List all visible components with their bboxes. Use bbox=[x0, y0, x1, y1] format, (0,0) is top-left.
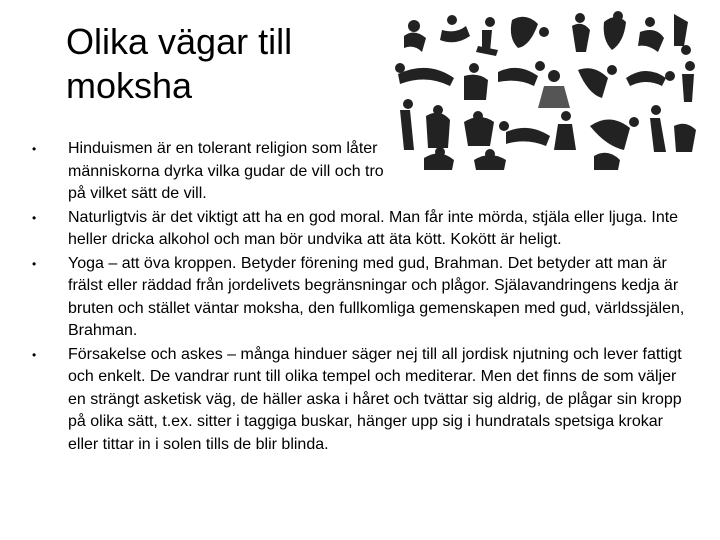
bullet-text: Hinduismen är en tolerant religion som låter människorna dyrka vilka gudar de vill och tro på vilket sätt de vill. bbox=[68, 140, 384, 202]
bullet-dot: • bbox=[32, 347, 37, 362]
list-item bbox=[32, 253, 688, 343]
bullet-dot: • bbox=[32, 142, 37, 156]
bullet-text: Försakelse och askes – många hinduer säger nej till all jordisk njutning och lever fattigt och enkelt. De vandrar runt till olika tempel och mediterar. Men det finns de som väljer en strängt asketisk väg, de häller aska i håret och tvättar sig aldrig, de plågar sin kropp på olika sätt, t.ex. sitter i taggiga buskar, hänger upp sig i hundratals spetsiga krokar eller tittar in i solen tills de blir blinda. bbox=[68, 345, 682, 453]
bullet-text: Naturligtvis är det viktigt att ha en god moral. Man får inte mörda, stjäla eller ljuga. Inte heller dricka alkohol och man bör undvika att äta kött. Kokött är heligt. bbox=[68, 208, 679, 248]
bullet-list bbox=[32, 138, 688, 456]
bullet-text: Yoga – att öva kroppen. Betyder förening med gud, Brahman. Det betyder att man är frälst eller räddad från jordelivets begränsningar och plågor. Själavandringens kedja är bruten och stället väntar moksha, den fullkomliga gemenskapen med gud, världssjälen, Brahman. bbox=[68, 254, 685, 339]
slide-title: Olika vägar till moksha bbox=[66, 21, 293, 106]
list-item bbox=[32, 138, 688, 206]
bullet-dot: • bbox=[32, 210, 37, 225]
list-item bbox=[32, 207, 688, 252]
bullet-dot: • bbox=[32, 256, 37, 271]
list-item bbox=[32, 344, 688, 457]
